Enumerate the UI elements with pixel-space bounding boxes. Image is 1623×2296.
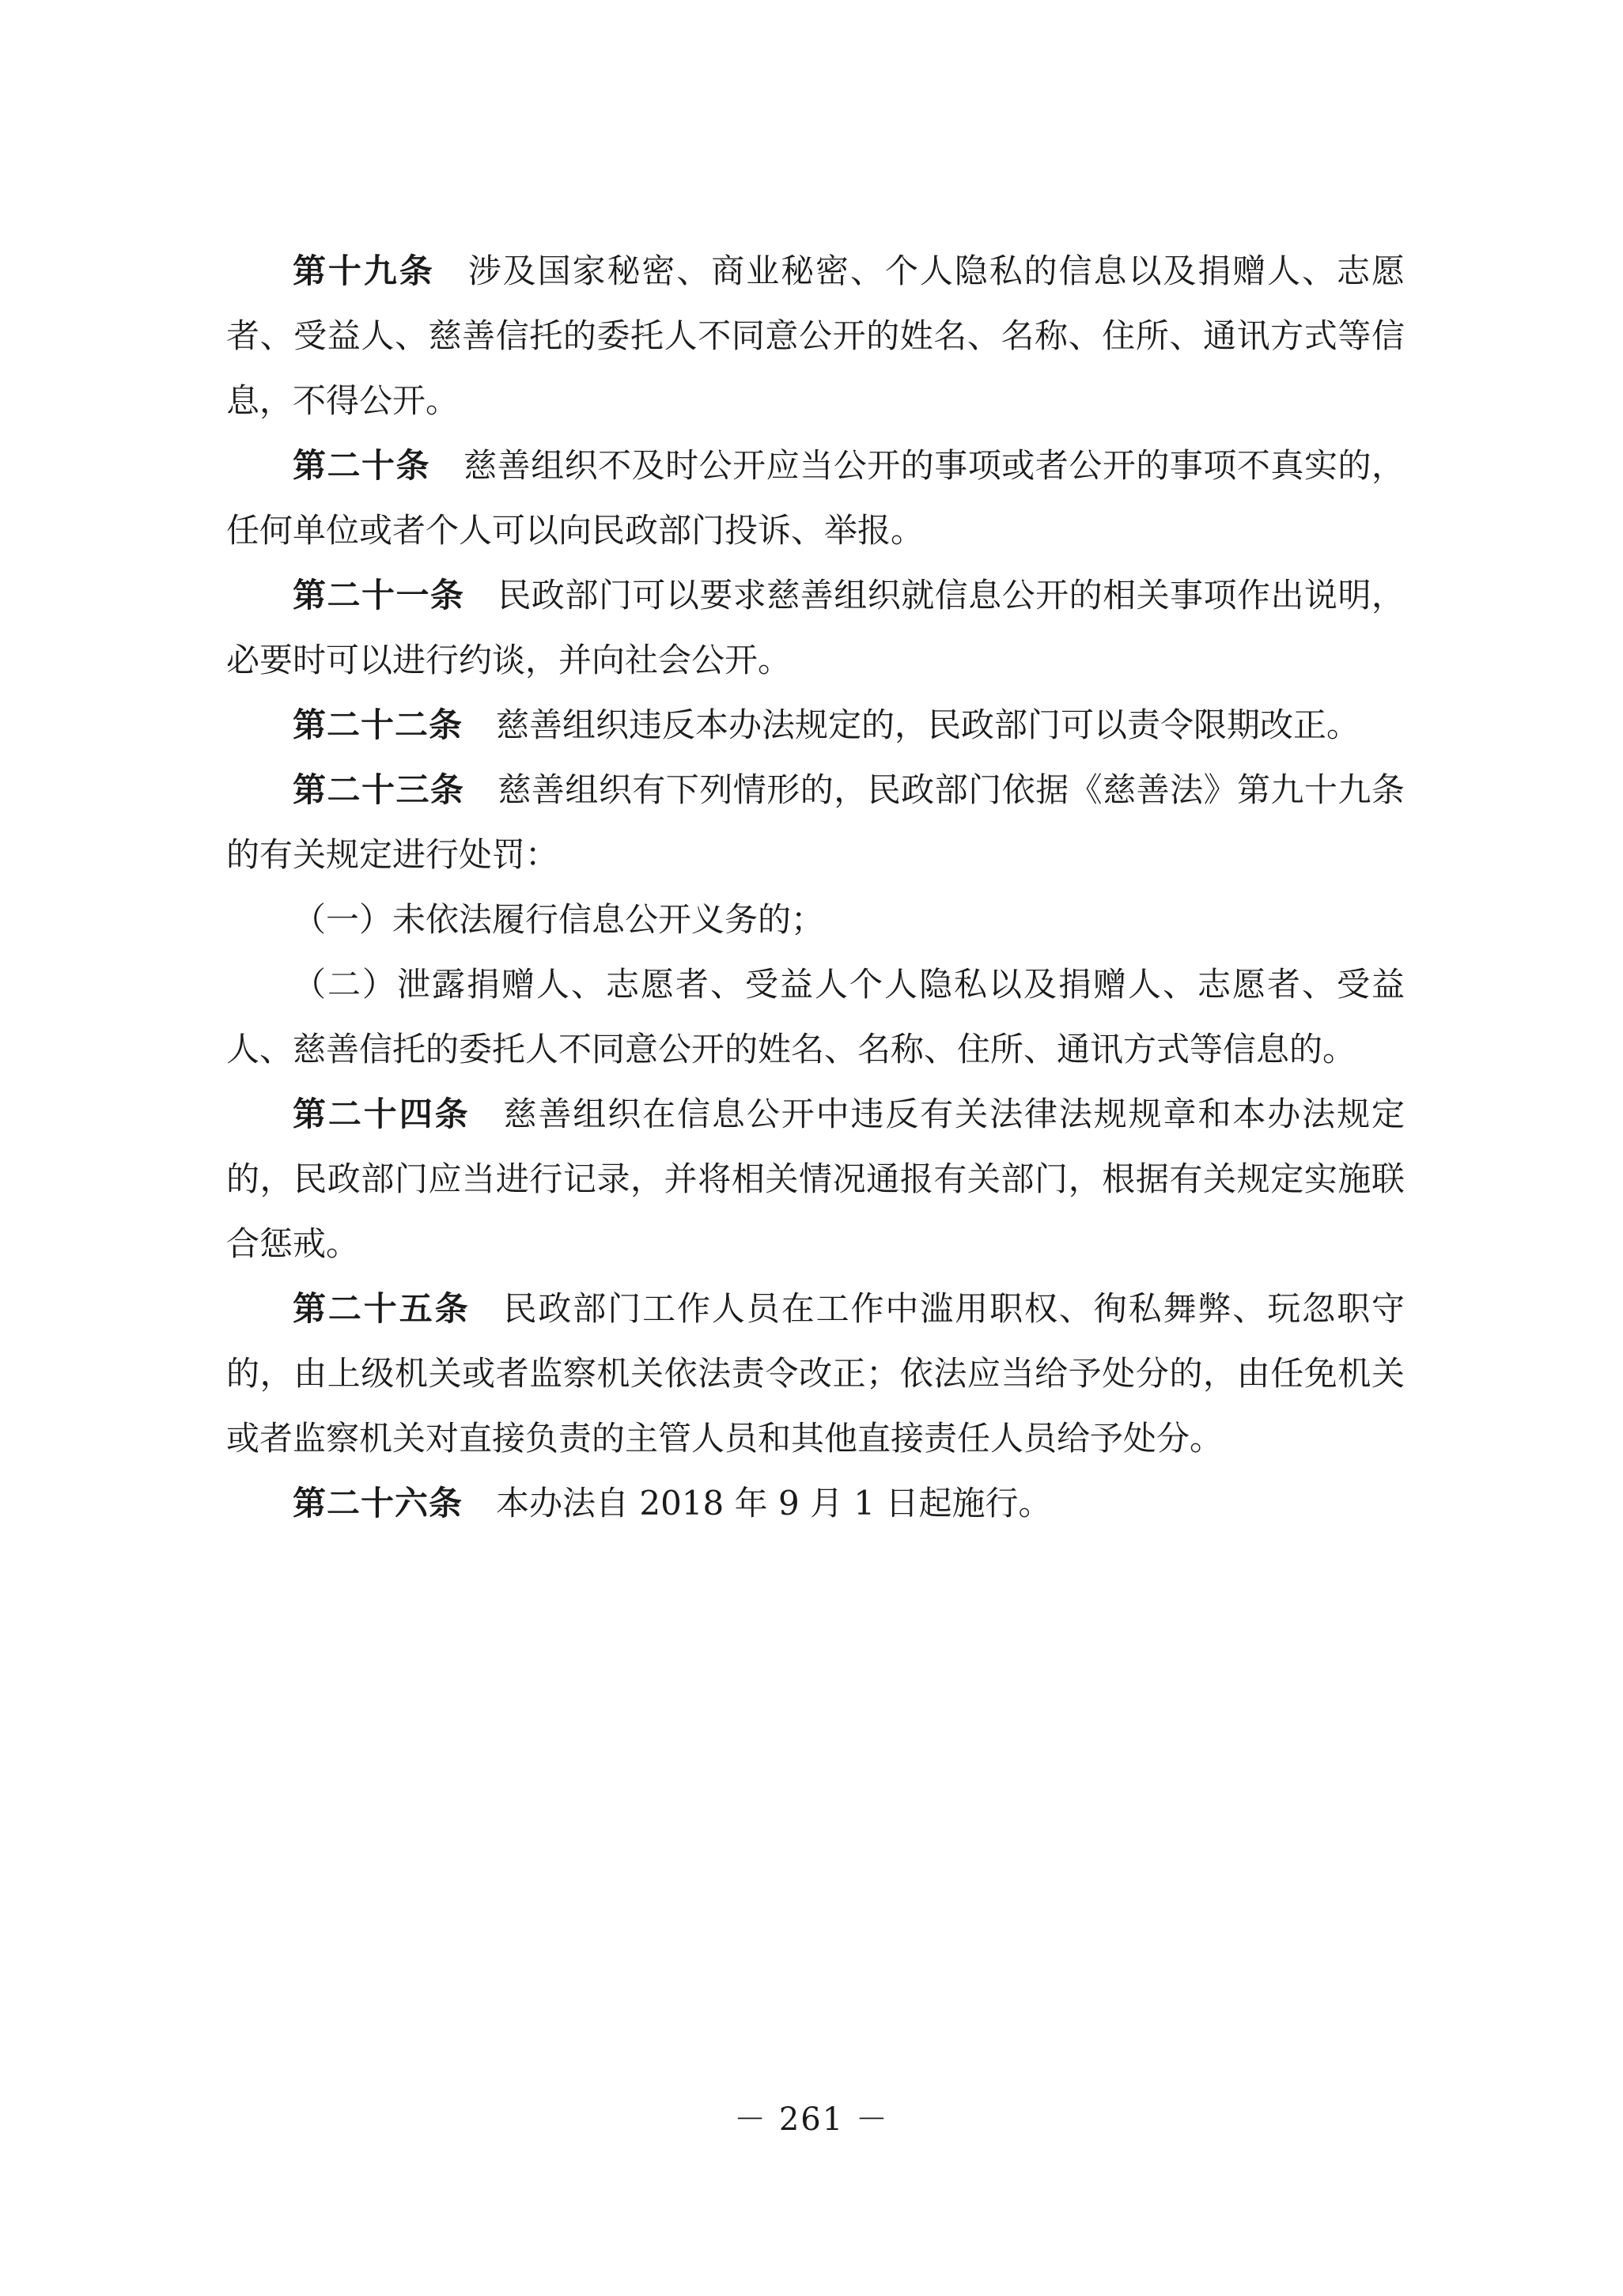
article-25 (226, 1277, 1405, 1471)
article-number: 第二十一条 (293, 576, 465, 615)
article-number: 第二十四条 (293, 1095, 471, 1133)
article-text: 慈善组织不及时公开应当公开的事项或者公开的事项不真实的，任何单位或者个人可以向民政部门投诉、举报。 (226, 446, 1405, 550)
article-22 (226, 693, 1405, 758)
article-text: 慈善组织有下列情形的，民政部门依据《慈善法》第九十九条的有关规定进行处罚： (226, 770, 1405, 874)
article-number: 第二十三条 (293, 770, 465, 809)
article-text: 慈善组织在信息公开中违反有关法律法规规章和本办法规定的，民政部门应当进行记录，并将相关情况通报有关部门，根据有关规定实施联合惩戒。 (226, 1095, 1405, 1263)
article-text: 本办法自 2018 年 9 月 1 日起施行。 (496, 1484, 1052, 1522)
article-21 (226, 563, 1405, 693)
article-26 (226, 1471, 1405, 1536)
article-number: 第二十二条 (293, 705, 463, 744)
article-number: 第二十条 (293, 446, 431, 485)
article-number: 第二十五条 (293, 1289, 471, 1328)
article-number: 第二十六条 (293, 1484, 463, 1522)
page-number: － 261 － (734, 2101, 889, 2138)
article-text: 慈善组织违反本办法规定的，民政部门可以责令限期改正。 (496, 705, 1360, 744)
document-body (226, 239, 1405, 1536)
article-text: 涉及国家秘密、商业秘密、个人隐私的信息以及捐赠人、志愿者、受益人、慈善信托的委托人不同意公开的姓名、名称、住所、通讯方式等信息，不得公开。 (226, 252, 1405, 420)
article-24 (226, 1082, 1405, 1277)
article-text: 民政部门可以要求慈善组织就信息公开的相关事项作出说明，必要时可以进行约谈，并向社会公开。 (226, 576, 1405, 679)
article-23-item-2: （二）泄露捐赠人、志愿者、受益人个人隐私以及捐赠人、志愿者、受益人、慈善信托的委托人不同意公开的姓名、名称、住所、通讯方式等信息的。 (226, 965, 1405, 1069)
article-20 (226, 433, 1405, 563)
article-23 (226, 758, 1405, 887)
article-text: 民政部门工作人员在工作中滥用职权、徇私舞弊、玩忽职守的，由上级机关或者监察机关依法责令改正；依法应当给予处分的，由任免机关或者监察机关对直接负责的主管人员和其他直接责任人员给予处分。 (226, 1289, 1405, 1458)
article-number: 第十九条 (293, 252, 435, 290)
article-19 (226, 239, 1405, 433)
article-23-item-1: （一）未依法履行信息公开义务的； (293, 900, 825, 939)
